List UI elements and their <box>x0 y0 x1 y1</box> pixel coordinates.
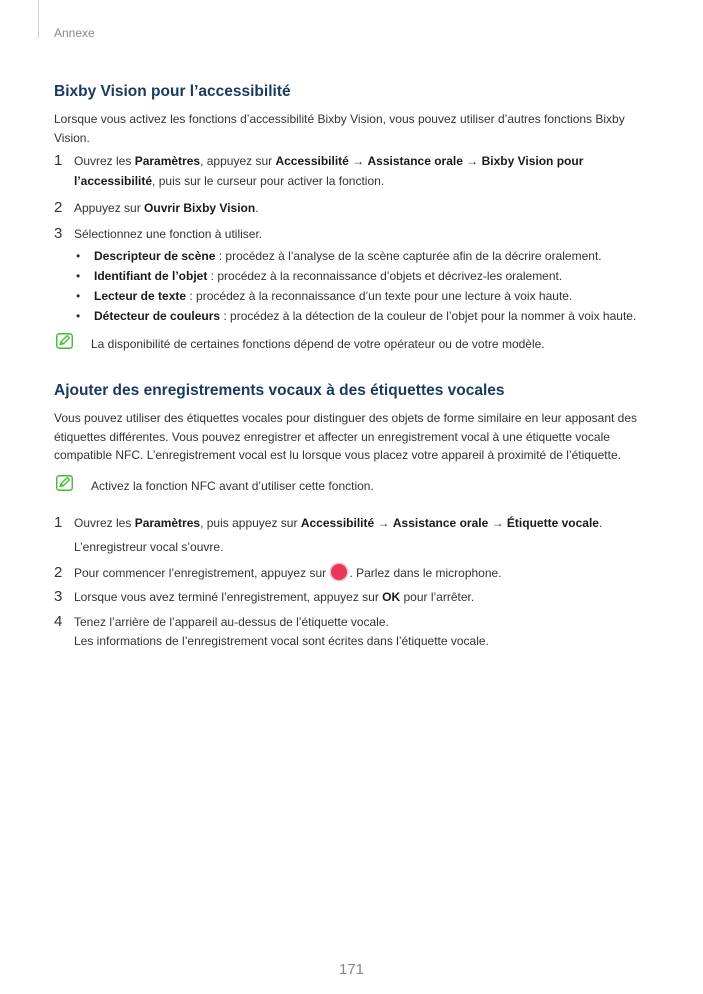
section-header: Annexe <box>54 26 95 40</box>
step-number: 3 <box>54 224 63 242</box>
list-item: • Lecteur de texte : procédez à la reconnaissance d’un texte pour une lecture à voix haute. <box>76 289 573 303</box>
section-title-voice-labels: Ajouter des enregistrements vocaux à des étiquettes vocales <box>54 382 505 399</box>
step-4-voice: 4 Tenez l’arrière de l’appareil au-dessus de l’étiquette vocale. Les informations de l’enregistrement vocal sont écrites dans l’étiquette vocale. <box>54 612 489 648</box>
menu-path-item: Assistance orale <box>392 515 489 530</box>
step-number: 1 <box>54 152 63 169</box>
step-number: 4 <box>54 612 63 630</box>
menu-path-item: Ouvrir Bixby Vision <box>144 201 256 215</box>
intro-voice-labels: Vous pouvez utiliser des étiquettes vocales pour distinguer des objets de forme similaire en leur apposant des étiquettes différentes. Vous pouvez enregistrer et affecter un enregistrement vocal à une étiquette vocale compatible NFC. L’enregistrement vocal est lu lorsque vous placez votre appareil à proximité de l’étiquette. <box>54 411 638 462</box>
intro-bixby: Lorsque vous activez les fonctions d’accessibilité Bixby Vision, vous pouvez utiliser d’autres fonctions Bixby Vision. <box>54 112 625 145</box>
header-divider <box>38 0 39 38</box>
menu-path-item: Accessibilité <box>275 154 349 168</box>
note-bixby: La disponibilité de certaines fonctions dépend de votre opérateur ou de votre modèle. <box>54 335 654 353</box>
step-1-bixby: 1 Ouvrez les Paramètres, appuyez sur Accessibilité → Assistance orale → Bixby Vision pour l’accessibilité, puis sur le curseur pour activer la fonction. <box>54 152 584 188</box>
list-item: • Descripteur de scène : procédez à l’analyse de la scène capturée afin de la décrire oralement. <box>76 249 602 263</box>
list-item: • Détecteur de couleurs : procédez à la détection de la couleur de l’objet pour la nommer à voix haute. <box>76 309 637 323</box>
step-number: 3 <box>54 588 63 605</box>
menu-path-item: Assistance orale <box>367 154 463 168</box>
menu-path-item: Bixby Vision pour l’accessibilité <box>74 154 584 188</box>
step-number: 2 <box>54 199 63 216</box>
step-1-voice: 1 Ouvrez les Paramètres, puis appuyez sur Accessibilité → Assistance orale → Étiquette vocale. L’enregistreur vocal s’ouvre. <box>54 514 654 558</box>
note-nfc: Activez la fonction NFC avant d’utiliser cette fonction. <box>54 477 654 495</box>
menu-path-item: Accessibilité <box>300 515 375 530</box>
function-list <box>54 246 654 326</box>
menu-path-item: Paramètres <box>134 515 201 530</box>
note-icon <box>56 475 73 491</box>
menu-path-item: Paramètres <box>134 154 201 168</box>
menu-path-item: OK <box>382 590 401 604</box>
menu-path-item: Étiquette vocale <box>506 515 599 530</box>
list-item: • Identifiant de l’objet : procédez à la reconnaissance d’objets et décrivez-les oralement. <box>76 269 563 283</box>
section-title-bixby: Bixby Vision pour l’accessibilité <box>54 83 291 100</box>
page-number: 171 <box>338 961 365 978</box>
step-result: L’enregistreur vocal s’ouvre. <box>74 540 224 554</box>
step-3-bixby: 3 Sélectionnez une fonction à utiliser. <box>54 224 263 242</box>
note-icon <box>56 333 73 349</box>
step-2-voice: 2 Pour commencer l’enregistrement, appuyez sur . Parlez dans le microphone. <box>54 563 502 581</box>
step-number: 1 <box>54 513 63 531</box>
step-3-voice: 3 Lorsque vous avez terminé l’enregistrement, appuyez sur OK pour l’arrêter. <box>54 588 475 605</box>
page-content <box>54 82 654 652</box>
step-2-bixby: 2 Appuyez sur Ouvrir Bixby Vision. <box>54 199 259 216</box>
record-button-icon <box>331 564 347 580</box>
step-number: 2 <box>54 563 63 581</box>
